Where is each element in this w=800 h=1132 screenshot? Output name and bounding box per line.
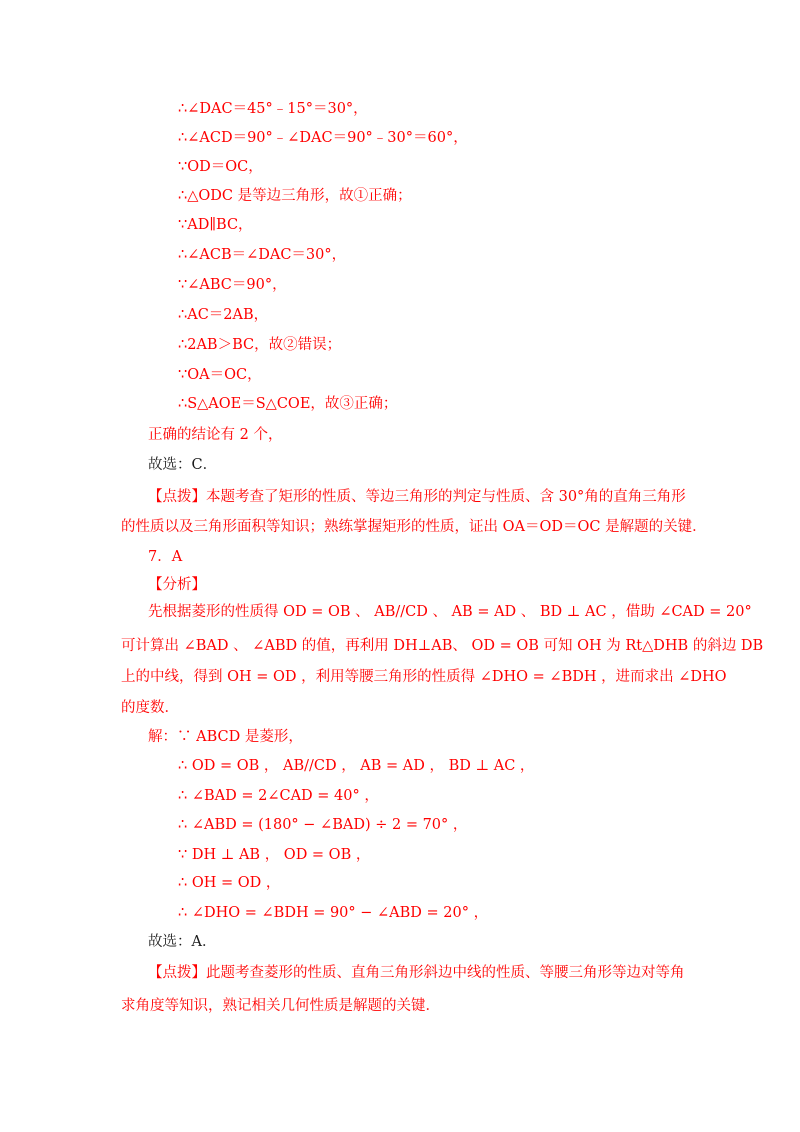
analysis-text: 先根据菱形的性质得 OD = OB 、 AB//CD 、 AB = AD 、 BD ⊥ AC ，借助 ∠CAD = 20°	[148, 604, 752, 620]
solution-step: ∴△ODC 是等边三角形，故①正确；	[178, 188, 412, 204]
solution-intro: 解：∵ ABCD 是菱形，	[148, 729, 303, 745]
solution-step: ∴∠DAC＝45°﹣15°＝30°，	[178, 101, 368, 117]
solution-step: ∴∠ACD＝90°﹣∠DAC＝90°﹣30°＝60°，	[178, 130, 468, 146]
conclusion-text: 正确的结论有 2 个，	[148, 427, 283, 443]
analysis-text: 的度数．	[121, 700, 179, 716]
answer-text: 故选：A．	[148, 934, 217, 950]
remark-text: 求角度等知识，熟记相关几何性质是解题的关键．	[121, 998, 440, 1014]
solution-step: ∴∠ACB＝∠DAC＝30°，	[178, 247, 347, 263]
solution-step: ∵OA＝OC，	[178, 367, 262, 383]
remark-text: 【点拨】本题考查了矩形的性质、等边三角形的判定与性质、含 30°角的直角三角形	[148, 489, 686, 505]
solution-step: ∵OD＝OC，	[178, 159, 263, 175]
solution-step: ∴2AB＞BC，故②错误；	[178, 337, 342, 353]
remark-text: 【点拨】此题考查菱形的性质、直角三角形斜边中线的性质、等腰三角形等边对等角	[148, 965, 685, 981]
solution-step: ∴ ∠ABD = (180° − ∠BAD) ÷ 2 = 70° ，	[178, 817, 468, 833]
solution-step: ∵ DH ⊥ AB ， OD = OB ，	[178, 847, 371, 863]
analysis-text: 可计算出 ∠BAD 、 ∠ABD 的值，再利用 DH⊥AB、 OD = OB 可知 OH 为 Rt△DHB 的斜边 DB	[121, 638, 764, 654]
solution-step: ∵∠ABC＝90°，	[178, 277, 287, 293]
solution-step: ∴ ∠DHO = ∠BDH = 90° − ∠ABD = 20° ，	[178, 905, 489, 921]
remark-text: 的性质以及三角形面积等知识；熟练掌握矩形的性质，证出 OA＝OD＝OC 是解题的关键．	[121, 519, 707, 535]
analysis-label: 【分析】	[148, 577, 206, 593]
solution-step: ∵AD∥BC，	[178, 217, 253, 233]
solution-step: ∴ OD = OB ， AB//CD ， AB = AD ， BD ⊥ AC ，	[178, 758, 535, 774]
answer-text: 故选：C．	[148, 457, 218, 473]
solution-step: ∴ ∠BAD = 2∠CAD = 40° ，	[178, 788, 379, 804]
solution-step: ∴AC＝2AB，	[178, 307, 269, 323]
analysis-text: 上的中线，得到 OH = OD ，利用等腰三角形的性质得 ∠DHO = ∠BDH ，进而求出 ∠DHO	[121, 669, 727, 685]
question-header: 7．A	[148, 549, 183, 565]
solution-step: ∴ OH = OD ，	[178, 875, 281, 891]
solution-step: ∴S△AOE＝S△COE，故③正确；	[178, 396, 398, 412]
